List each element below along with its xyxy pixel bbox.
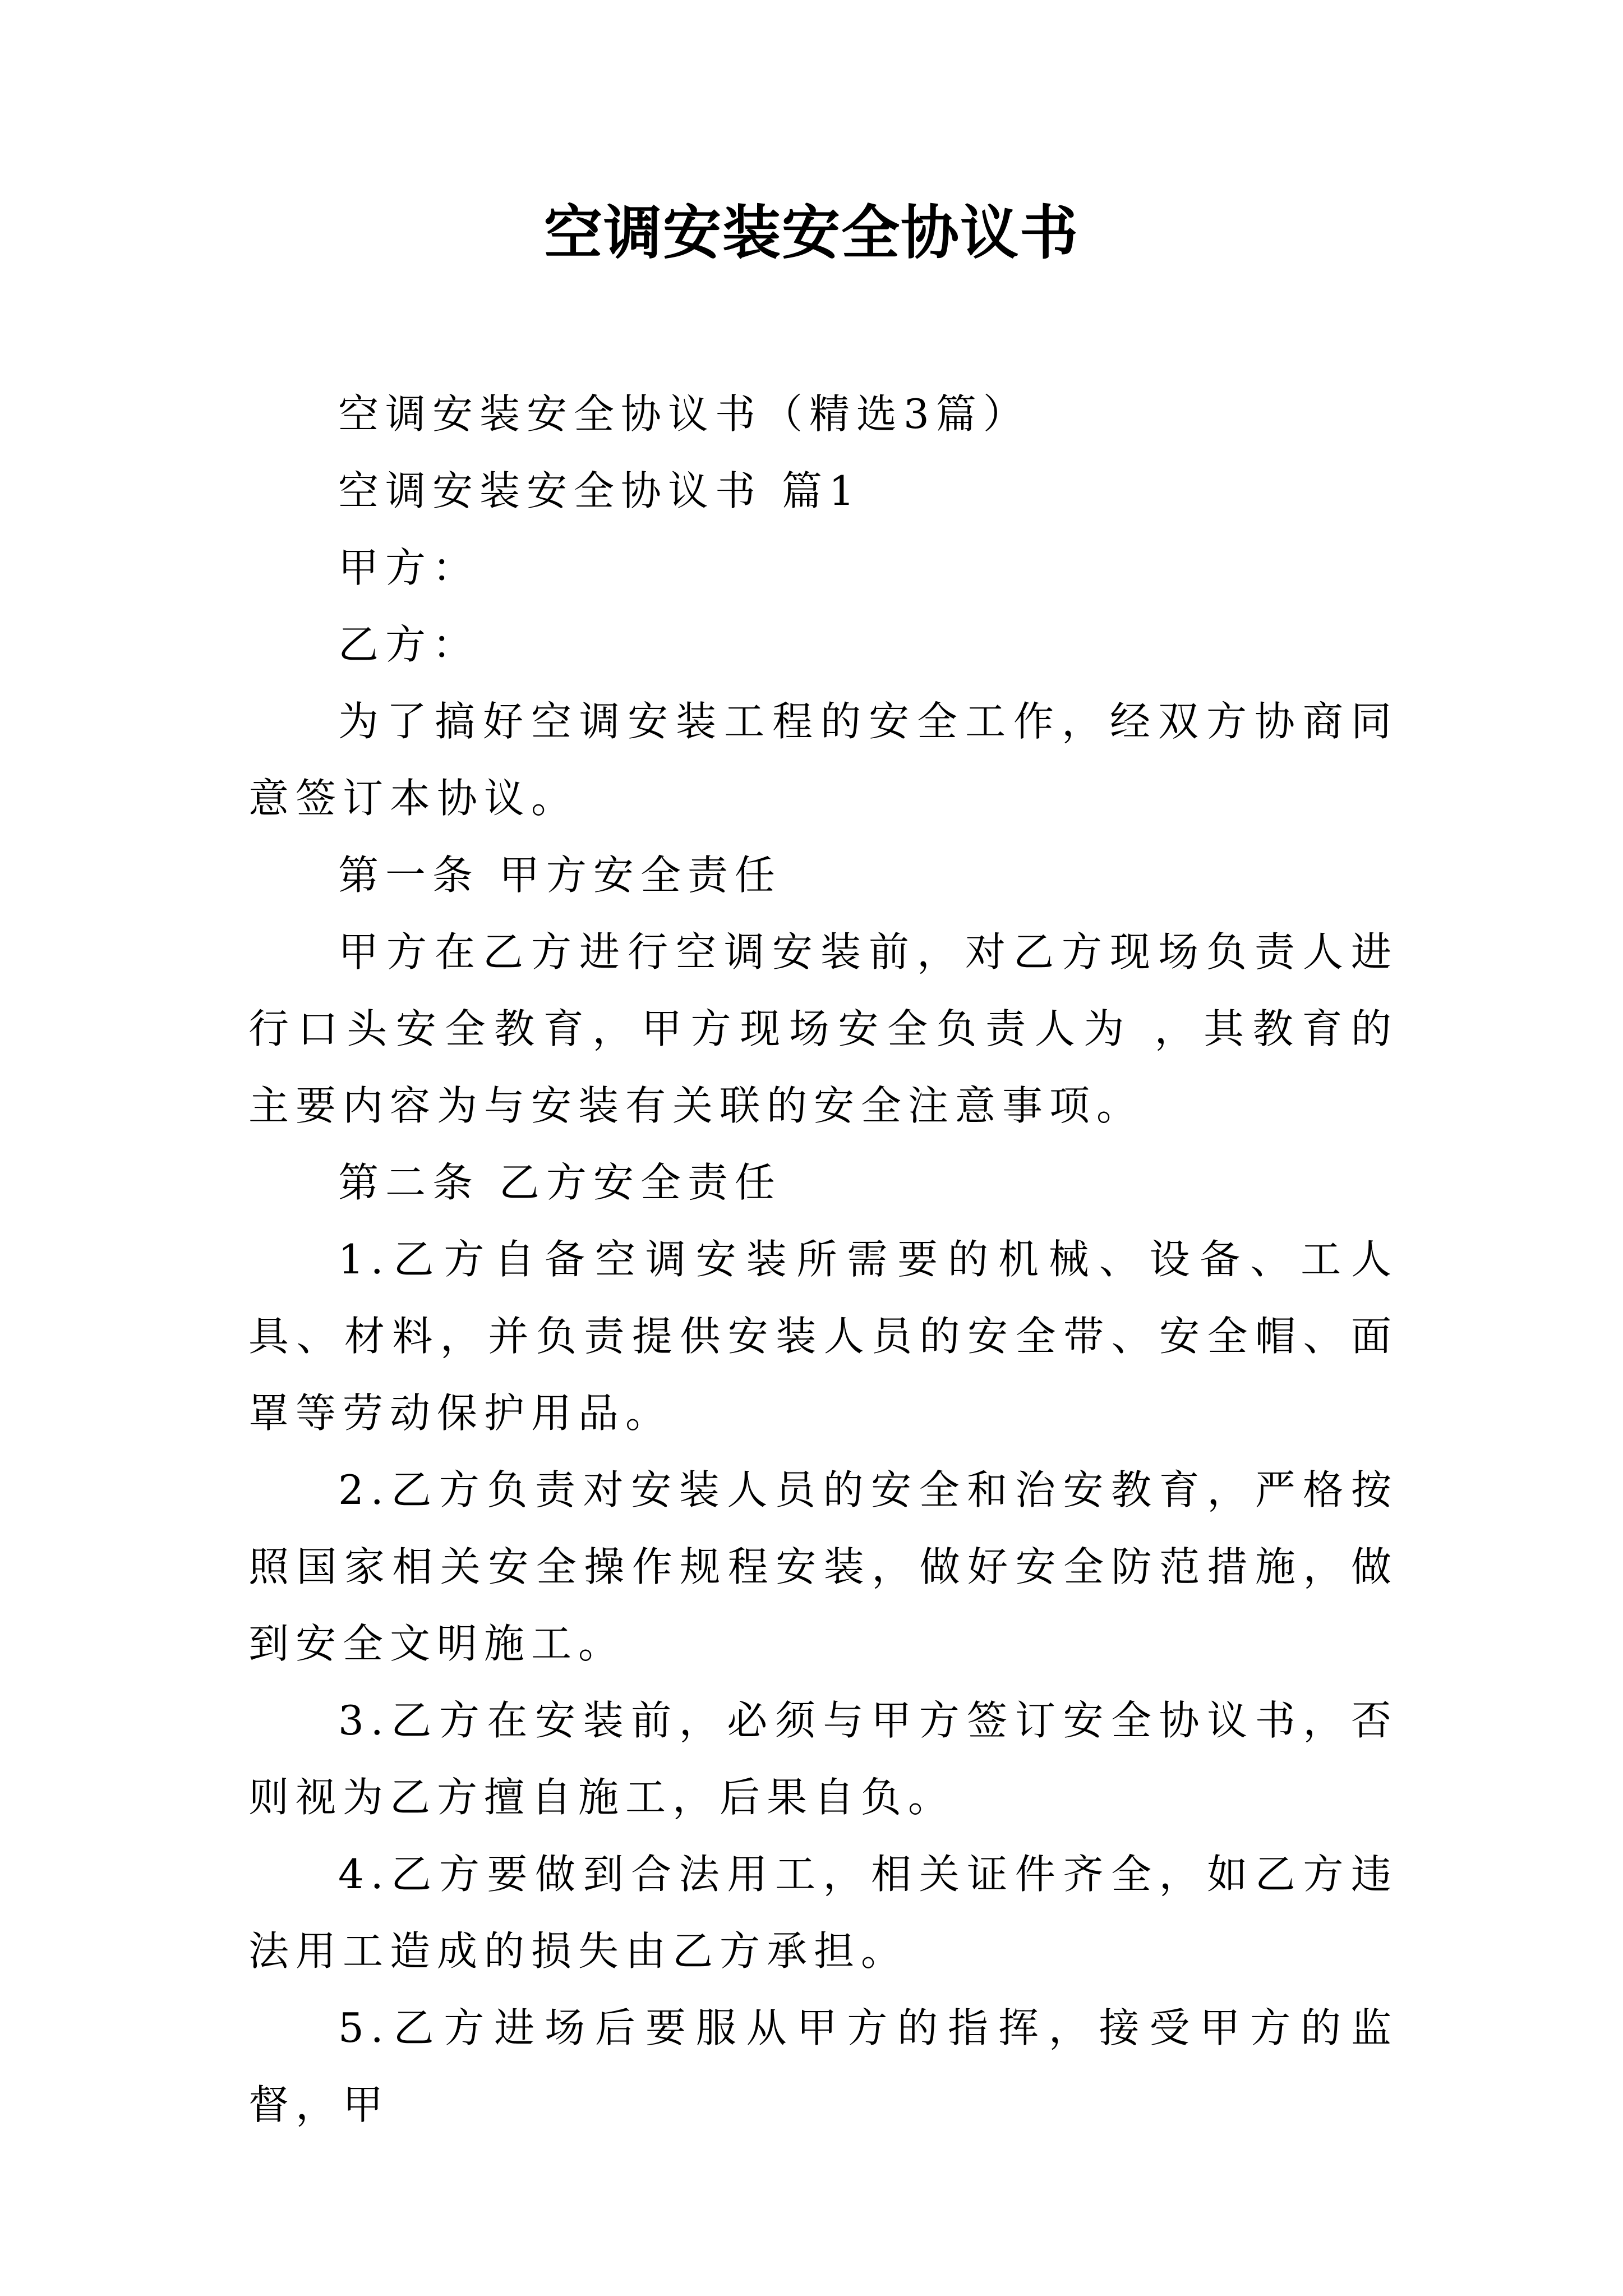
paragraph-party-a: 甲方： bbox=[338, 544, 480, 591]
document-title: 空调安装安全协议书 bbox=[543, 198, 1079, 267]
paragraph-section-heading: 空调安装安全协议书 篇1 bbox=[338, 467, 861, 514]
paragraph-subtitle: 空调安装安全协议书（精选3篇） bbox=[338, 390, 1030, 438]
paragraph-article-1-heading: 第一条 甲方安全责任 bbox=[338, 852, 782, 899]
paragraph-party-b: 乙方： bbox=[338, 621, 480, 668]
document-body bbox=[248, 376, 1398, 2143]
paragraph-clause-2: 2.乙方负责对安装人员的安全和治安教育，严格按照国家相关安全操作规程安装，做好安全防范措施，做到安全文明施工。 bbox=[248, 1466, 1398, 1667]
paragraph-clause-4: 4.乙方要做到合法用工，相关证件齐全，如乙方违法用工造成的损失由乙方承担。 bbox=[248, 1851, 1398, 1975]
paragraph-clause-1: 1.乙方自备空调安装所需要的机械、设备、工人具、材料，并负责提供安装人员的安全带、安全帽、面罩等劳动保护用品。 bbox=[248, 1236, 1398, 1437]
paragraph-article-2-heading: 第二条 乙方安全责任 bbox=[338, 1159, 782, 1206]
paragraph-intro: 为了搞好空调安装工程的安全工作，经双方协商同意签订本协议。 bbox=[248, 698, 1398, 822]
paragraph-clause-3: 3.乙方在安装前，必须与甲方签订安全协议书，否则视为乙方擅自施工，后果自负。 bbox=[248, 1697, 1398, 1821]
paragraph-article-1-body: 甲方在乙方进行空调安装前，对乙方现场负责人进行口头安全教育，甲方现场安全负责人为 ，其教育的主要内容为与安装有关联的安全注意事项。 bbox=[248, 928, 1398, 1129]
paragraph-clause-5: 5.乙方进场后要服从甲方的指挥，接受甲方的监督，甲 bbox=[248, 2004, 1398, 2128]
